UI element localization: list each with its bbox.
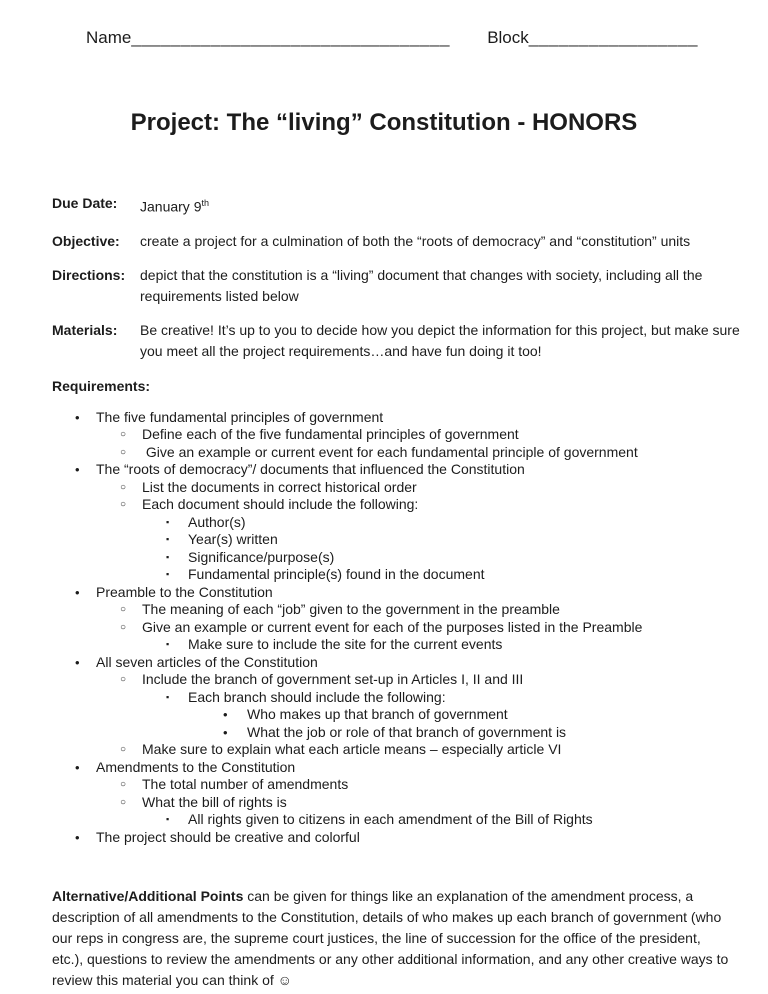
requirement-text: Give an example or current event for each of the purposes listed in the Preamble [142, 618, 643, 635]
bullet-icon: • [75, 409, 80, 425]
info-section [52, 193, 768, 362]
requirement-item [52, 619, 768, 637]
requirement-text: Who makes up that branch of government [247, 706, 508, 723]
info-row-objective [52, 231, 768, 252]
requirement-item [52, 409, 768, 427]
square-bullet-icon: ▪ [166, 551, 170, 562]
name-label: Name [86, 28, 132, 47]
materials-label: Materials: [52, 321, 118, 338]
requirement-item [52, 636, 768, 654]
requirement-text: List the documents in correct historical order [142, 478, 417, 495]
requirement-text: The project should be creative and colorful [96, 828, 360, 845]
requirement-item [52, 671, 768, 689]
requirement-item [52, 776, 768, 794]
requirement-text: Each branch should include the following: [188, 688, 446, 705]
requirement-text: Year(s) written [188, 531, 278, 548]
requirement-text: Make sure to include the site for the current events [188, 636, 503, 653]
requirement-text: What the job or role of that branch of government is [247, 723, 567, 740]
bullet-icon: • [75, 654, 80, 670]
requirement-text: The total number of amendments [142, 776, 349, 793]
requirement-item [52, 426, 768, 444]
requirements-list [52, 409, 768, 847]
square-bullet-icon: ▪ [166, 691, 170, 702]
circle-bullet-icon: ○ [120, 446, 127, 458]
requirement-item [52, 794, 768, 812]
requirement-text: Give an example or current event for each fundamental principle of government [142, 443, 638, 460]
footer-paragraph [52, 886, 732, 991]
block-label: Block [487, 28, 529, 47]
square-bullet-icon: ▪ [166, 569, 170, 580]
bullet-icon: • [75, 584, 80, 600]
page-title: Project: The “living” Constitution - HONORS [130, 109, 638, 136]
bullet-icon: • [75, 829, 80, 845]
materials-value: Be creative! It’s up to you to decide how you depict the information for this project, but make sure you meet all the project requirements…and have fun doing it too! [140, 321, 740, 359]
requirement-item [52, 479, 768, 497]
requirement-text: All seven articles of the Constitution [96, 653, 318, 670]
requirement-text: All rights given to citizens in each amendment of the Bill of Rights [188, 811, 593, 828]
bullet-icon: • [75, 462, 80, 478]
requirement-item [52, 829, 768, 847]
footer-body-text: can be given for things like an explanation of the amendment process, a description of all amendments to the Constitution, details of who makes up each branch of government (who our reps in congress are, the supreme court justices, the line of succession for the office of the president, etc.), questions to review the amendments or any other additional information, and any other creative ways to review this material you can think of ☺ [52, 888, 729, 989]
requirements-heading: Requirements: [52, 377, 151, 394]
requirement-text: Significance/purpose(s) [188, 548, 335, 565]
square-bullet-icon: ▪ [166, 814, 170, 825]
requirement-item [52, 689, 768, 707]
requirement-item [52, 759, 768, 777]
directions-label: Directions: [52, 266, 126, 283]
requirement-item [52, 566, 768, 584]
requirement-item [52, 584, 768, 602]
name-field [86, 27, 450, 48]
circle-bullet-icon: ○ [120, 481, 127, 493]
circle-bullet-icon: ○ [120, 796, 127, 808]
bullet-icon: • [223, 724, 228, 740]
block-field [487, 27, 698, 48]
requirement-text: Make sure to explain what each article means – especially article VI [142, 741, 562, 758]
circle-bullet-icon: ○ [120, 744, 127, 756]
requirement-item [52, 601, 768, 619]
square-bullet-icon: ▪ [166, 534, 170, 545]
circle-bullet-icon: ○ [120, 499, 127, 511]
circle-bullet-icon: ○ [120, 674, 127, 686]
requirement-item [52, 724, 768, 742]
requirement-text: Include the branch of government set-up in Articles I, II and III [142, 671, 524, 688]
info-row-due-date [52, 193, 768, 218]
block-blank-line: _________________ [528, 28, 698, 47]
square-bullet-icon: ▪ [166, 639, 170, 650]
due-date-label: Due Date: [52, 195, 118, 211]
requirement-text: Author(s) [188, 513, 246, 530]
requirement-text: The meaning of each “job” given to the government in the preamble [142, 601, 560, 618]
objective-label: Objective: [52, 232, 120, 249]
bullet-icon: • [75, 759, 80, 775]
requirement-text: Each document should include the following: [142, 496, 419, 513]
circle-bullet-icon: ○ [120, 621, 127, 633]
requirement-item [52, 514, 768, 532]
circle-bullet-icon: ○ [120, 429, 127, 441]
requirement-text: Preamble to the Constitution [96, 583, 273, 600]
header [0, 0, 768, 48]
info-row-directions [52, 265, 768, 307]
requirement-item [52, 706, 768, 724]
requirement-item [52, 549, 768, 567]
square-bullet-icon: ▪ [166, 516, 170, 527]
requirement-text: What the bill of rights is [142, 793, 287, 810]
requirement-item [52, 444, 768, 462]
info-row-materials [52, 320, 768, 362]
requirement-text: Define each of the five fundamental principles of government [142, 426, 519, 443]
bullet-icon: • [223, 707, 228, 723]
requirement-item [52, 496, 768, 514]
directions-value: depict that the constitution is a “living” document that changes with society, including all the requirements listed below [140, 266, 703, 304]
requirement-item [52, 461, 768, 479]
circle-bullet-icon: ○ [120, 779, 127, 791]
due-date-value: January 9th [140, 198, 209, 215]
requirement-text: The “roots of democracy”/ documents that influenced the Constitution [96, 461, 525, 478]
requirement-text: The five fundamental principles of government [96, 408, 384, 425]
requirement-item [52, 654, 768, 672]
requirement-text: Amendments to the Constitution [96, 758, 296, 775]
name-blank-line: ________________________________ [131, 28, 450, 47]
requirement-item [52, 811, 768, 829]
requirement-item [52, 741, 768, 759]
ordinal-superscript: th [201, 198, 209, 208]
objective-value: create a project for a culmination of both the “roots of democracy” and “constitution” units [140, 232, 691, 249]
circle-bullet-icon: ○ [120, 604, 127, 616]
requirement-item [52, 531, 768, 549]
footer-bold-lead: Alternative/Additional Points [52, 888, 244, 905]
requirement-text: Fundamental principle(s) found in the document [188, 566, 485, 583]
